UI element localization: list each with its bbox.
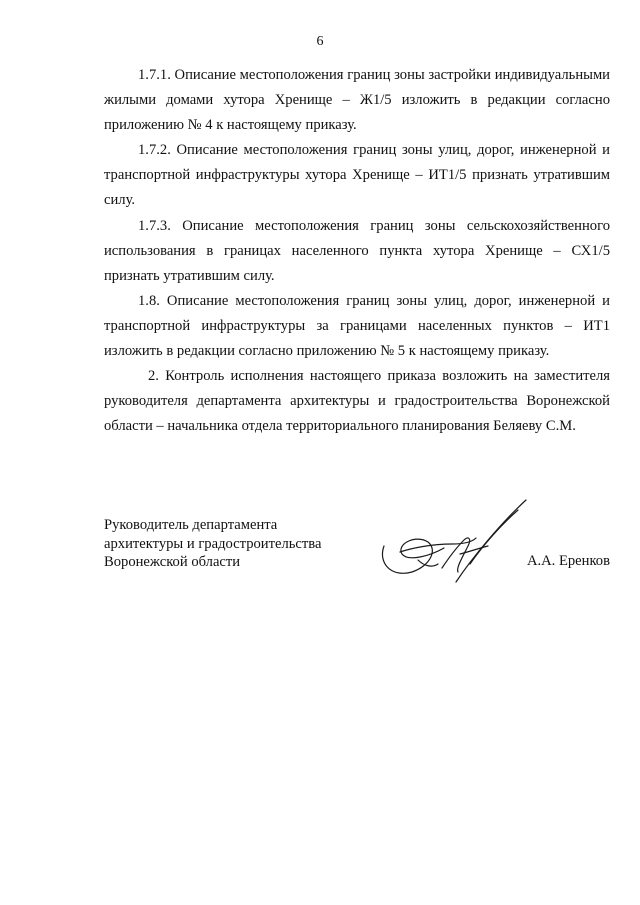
signatory-title-line: Руководитель департамента <box>104 517 278 533</box>
paragraph-2: 2. Контроль исполнения настоящего приказа возложить на заместителя руководителя департамента архитектуры и градостроительства Воронежской области – начальника отдела территориального планирования Беляеву С.М. <box>104 368 610 435</box>
page-number: 6 <box>316 34 324 49</box>
paragraph-1-7-1: 1.7.1. Описание местоположения границ зоны застройки индивидуальными жилыми домами хутора Хренище – Ж1/5 изложить в редакции согласно приложению № 4 к настоящему приказу. <box>104 67 610 134</box>
signature-block <box>104 516 610 606</box>
signatory-title-line: архитектуры и градостроительства <box>104 535 322 552</box>
signatory-title <box>104 516 364 572</box>
signatory-name: А.А. Еренков <box>526 553 610 569</box>
signatory-title-line: Воронежской области <box>104 554 241 570</box>
paragraph-1-8: 1.8. Описание местоположения границ зоны улиц, дорог, инженерной и транспортной инфраструктуры за границами населенных пунктов – ИТ1 изложить в редакции согласно приложению № 5 к настоящему приказу. <box>104 292 610 360</box>
handwritten-signature <box>372 494 532 594</box>
paragraph-1-7-2: 1.7.2. Описание местоположения границ зоны улиц, дорог, инженерной и транспортной инфраструктуры хутора Хренище – ИТ1/5 признать утратившим силу. <box>104 142 610 209</box>
paragraph-1-7-3: 1.7.3. Описание местоположения границ зоны сельскохозяйственного использования в границах населенного пункта хутора Хренище – СХ1/5 признать утратившим силу. <box>104 217 610 284</box>
document-body <box>104 63 610 439</box>
